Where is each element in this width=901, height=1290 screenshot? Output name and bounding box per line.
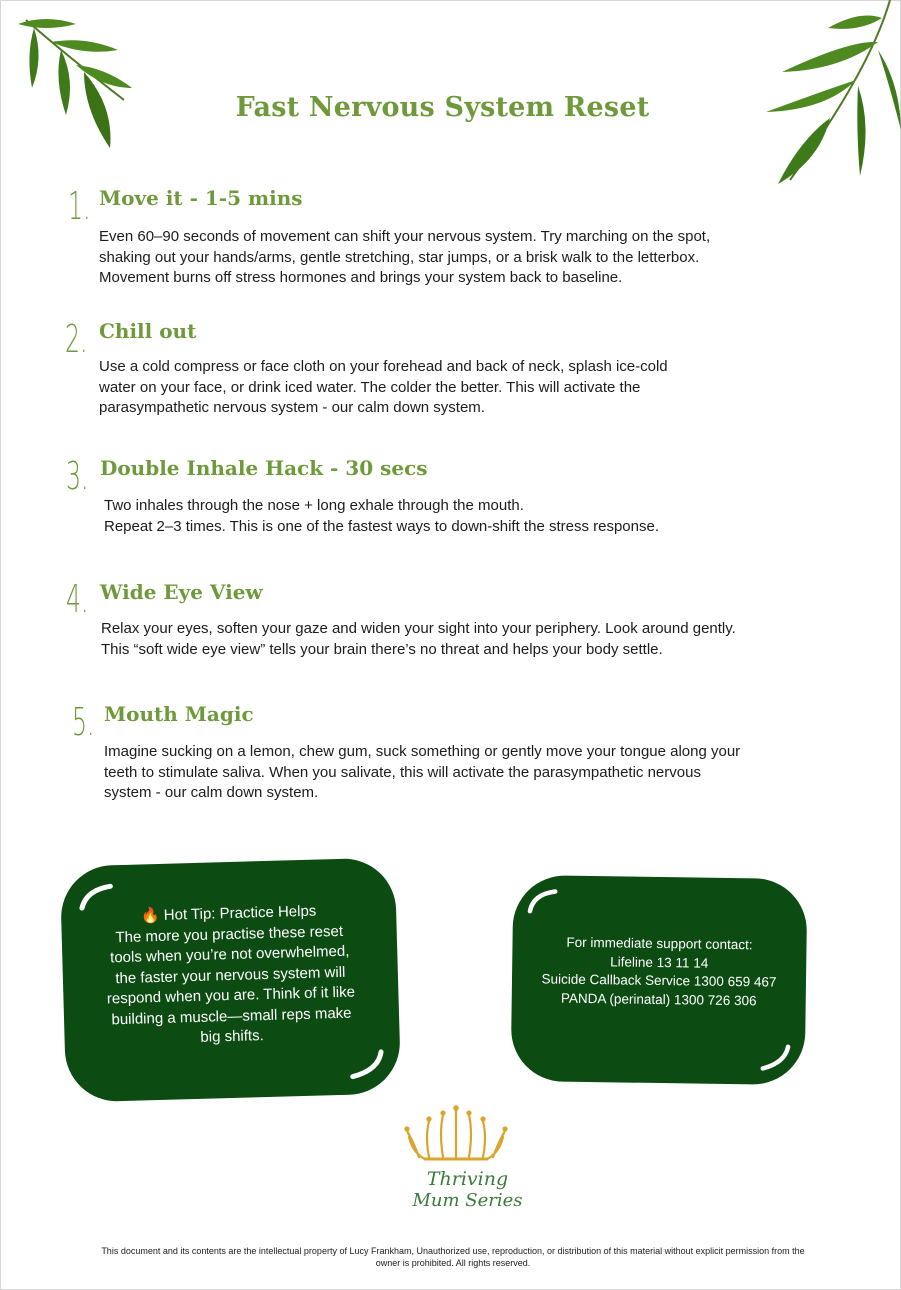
tip-line: tools when you’re not overwhelmed, [109, 942, 350, 967]
body-line: Repeat 2–3 times. This is one of the fastest ways to down-shift the stress response. [104, 517, 659, 535]
leaf-branch-icon [6, 10, 136, 150]
logo-line-2: Mum Series [412, 1190, 523, 1211]
tip-line: the faster your nervous system will [115, 963, 346, 987]
body-line: water on your face, or drink iced water. The colder the better. This will activate the [99, 378, 641, 396]
support-line: PANDA (perinatal) 1300 726 306 [560, 990, 757, 1009]
section-number: 3. [66, 454, 89, 498]
fire-icon: 🔥 [140, 906, 160, 925]
quote-mark-icon [757, 1042, 793, 1072]
body-line: parasympathetic nervous system - our calm down system. [99, 399, 485, 416]
body-line: Use a cold compress or face cloth on your forehead and back of neck, splash ice-cold [99, 358, 668, 375]
section-heading: Mouth Magic [104, 702, 254, 726]
tip-line: The more you practise these reset [115, 922, 344, 946]
section-number: 1. [68, 184, 91, 228]
section-body [99, 357, 668, 419]
support-line: Lifeline 13 11 14 [610, 953, 709, 971]
support-card [511, 875, 808, 1085]
body-line: teeth to stimulate saliva. When you salivate, this will activate the parasympathetic nervous [104, 763, 701, 781]
tip-line: respond when you are. Think of it like [106, 983, 356, 1008]
copyright-footer [20, 1245, 886, 1269]
section-heading: Move it - 1-5 mins [99, 186, 303, 210]
section-body [104, 742, 740, 804]
crown-icon [395, 1103, 520, 1165]
section-number: 4. [66, 577, 89, 621]
hot-tip-title: Hot Tip: Practice Helps [163, 902, 317, 924]
section-heading: Wide Eye View [100, 580, 263, 604]
section-body [104, 496, 659, 537]
support-text [512, 933, 807, 1011]
support-line: For immediate support contact: [566, 934, 753, 953]
body-line: shaking out your hands/arms, gentle stretching, star jumps, or a brisk walk to the letterbox. [99, 248, 700, 266]
body-line: Relax your eyes, soften your gaze and widen your sight into your periphery. Look around gently. [101, 620, 736, 637]
body-line: Two inhales through the nose + long exhale through the mouth. [104, 497, 524, 514]
support-line: Suicide Callback Service 1300 659 467 [541, 971, 777, 990]
hot-tip-card [60, 857, 401, 1102]
section-body [101, 619, 736, 660]
page-title: Fast Nervous System Reset [235, 92, 650, 123]
footer-line: owner is prohibited. All rights reserved. [375, 1258, 531, 1268]
tip-line: big shifts. [200, 1027, 264, 1046]
section-number: 2. [65, 317, 88, 361]
body-line: Imagine sucking on a lemon, chew gum, suck something or gently move your tongue along your [104, 743, 741, 760]
logo-line-1: Thriving [426, 1168, 509, 1190]
tip-line: building a muscle—small reps make [111, 1004, 352, 1028]
hot-tip-text [61, 899, 400, 1052]
body-line: Even 60–90 seconds of movement can shift your nervous system. Try marching on the spot, [99, 228, 711, 245]
quote-mark-icon [525, 885, 561, 915]
section-number: 5. [72, 700, 95, 744]
section-body [99, 227, 710, 289]
body-line: system - our calm down system. [104, 784, 319, 801]
body-line: Movement burns off stress hormones and brings your system back to baseline. [99, 269, 623, 286]
body-line: This “soft wide eye view” tells your brain there’s no threat and helps your body settle. [101, 640, 663, 658]
footer-line: This document and its contents are the intellectual property of Lucy Frankham, Unauthorized use, reproduction, or distribution of this material without explicit permission from the [101, 1246, 805, 1256]
quote-mark-icon [346, 1048, 387, 1081]
section-heading: Chill out [99, 319, 197, 343]
section-heading: Double Inhale Hack - 30 secs [100, 456, 428, 480]
